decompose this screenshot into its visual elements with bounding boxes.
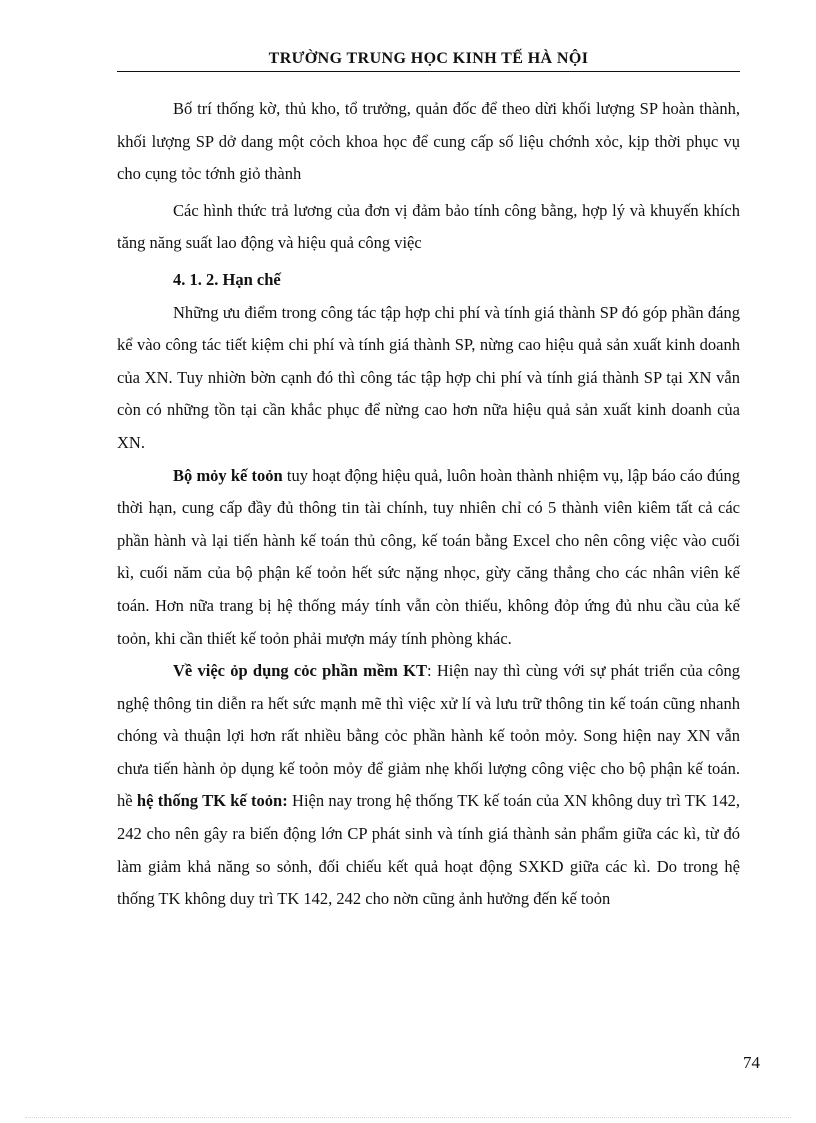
paragraph-4-bold: Bộ mỏy kế toỏn [173, 465, 283, 485]
page-bottom-border [25, 1117, 791, 1118]
section-heading: 4. 1. 2. Hạn chế [173, 269, 281, 289]
page-body [117, 93, 740, 916]
paragraph-3: Những ưu điểm trong công tác tập hợp chi phí và tính giá thành SP đó góp phần đáng kể vào công tác tiết kiệm chi phí và tính giá thành SP, nừng cao hiệu quả sản xuất kinh doanh của XN. Tuy nhiờn bờn cạnh đó thì công tác tập hợp chi phí và tính giá thành SP tại XN vẫn còn có những tồn tại cần khắc phục để nừng cao hơn nữa hiệu quả sản xuất kinh doanh của XN. [117, 302, 740, 452]
paragraph-4-text: tuy hoạt động hiệu quả, luôn hoàn thành nhiệm vụ, lập báo cáo đúng thời hạn, cung cấp đầy đủ thông tin tài chính, tuy nhiên chỉ có 5 thành viên kiêm tất cả các phần hành và lại tiến hành kế toán thủ công, kế toán bằng Excel cho nên công việc vào cuối kì, cuối năm của bộ phận kế toỏn hết sức nặng nhọc, gừy căng thẳng cho các nhân viên kế toán. Hơn nữa trang bị hệ thống máy tính vẫn còn thiếu, không đỏp ứng đủ nhu cầu của kế toỏn, khi cần thiết kế toỏn phải mượn máy tính phòng khác. [117, 465, 740, 648]
page-header: TRƯỜNG TRUNG HỌC KINH TẾ HÀ NỘI [268, 50, 589, 67]
paragraph-5-bold-2: hệ thống TK kế toỏn: [136, 791, 288, 811]
paragraph-5-text-2: Hiện nay trong hệ thống TK kế toán của XN không duy trì TK 142, 242 cho nên gây ra biến động lớn CP phát sinh và tính giá thành sản phẩm giữa các kì, từ đó làm giảm khả năng so sỏnh, đối chiếu kết quả hoạt động SXKD giữa các kì. Do trong hệ thống TK không duy trì TK 142, 242 cho nờn cũng ảnh hưởng đến kế toỏn [117, 791, 740, 909]
paragraph-5-bold: Về việc ỏp dụng cỏc phần mềm KT [173, 661, 427, 681]
paragraph-1: Bố trí thống kờ, thủ kho, tổ trưởng, quản đốc để theo dừi khối lượng SP hoàn thành, khối lượng SP dở dang một cỏch khoa học để cung cấp số liệu chớnh xỏc, kịp thời phục vụ cho cụng tỏc tớnh giỏ thành [117, 99, 740, 184]
paragraph-5 [117, 655, 740, 916]
header-rule [117, 71, 740, 72]
paragraph-5-text: : Hiện nay thì cùng với sự phát triển của công nghệ thông tin diễn ra hết sức mạnh mẽ thì việc xử lí và lưu trữ thông tin kế toán cũng nhanh chóng và thuận lợi hơn rất nhiều bằng cỏc phần hành kế toỏn mỏy. Song hiện nay XN vẫn chưa tiến hành ỏp dụng kế toỏn mỏy để giảm nhẹ khối lượng công việc cho bộ phận kế toán. hề [117, 661, 740, 811]
page-number: 74 [743, 1053, 760, 1072]
paragraph-2: Các hình thức trả lương của đơn vị đảm bảo tính công bằng, hợp lý và khuyến khích tăng năng suất lao động và hiệu quả công việc [117, 200, 740, 253]
paragraph-4 [117, 460, 740, 656]
